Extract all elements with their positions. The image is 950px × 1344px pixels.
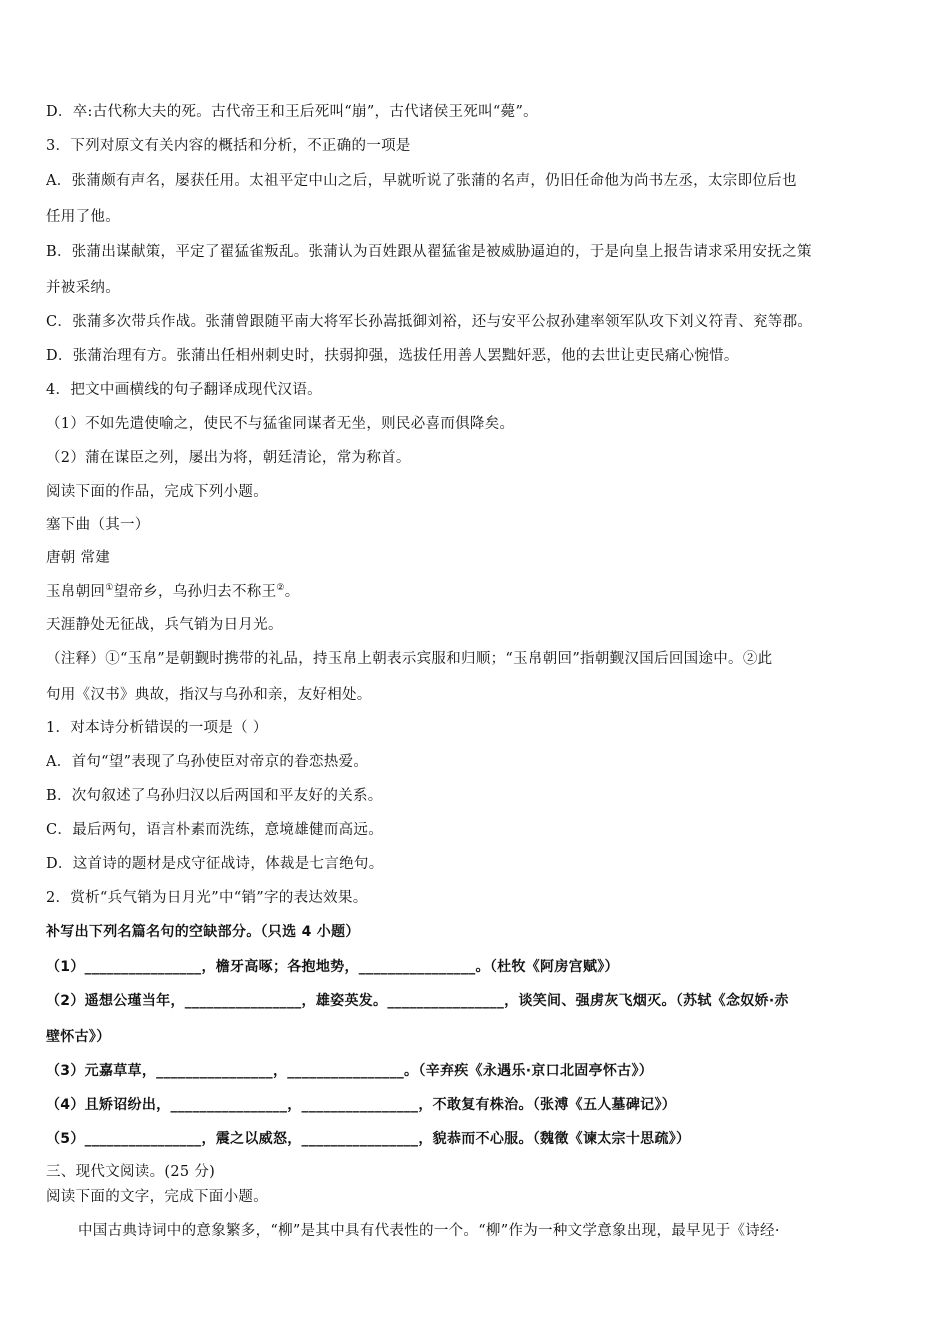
option-a-line-2: 任用了他。 — [46, 209, 120, 225]
poem-option-b: B．次句叙述了乌孙归汉以后两国和平友好的关系。 — [46, 788, 383, 804]
option-d-line: D．卒:古代称大夫的死。古代帝王和王后死叫“崩”，古代诸侯王死叫“薨”。 — [46, 104, 538, 120]
poem-line-1-part-3: 。 — [284, 584, 300, 600]
footnote-mark-1: ① — [105, 583, 114, 594]
poem-line-1-part-2: 望帝乡，乌孙归去不称王 — [113, 584, 277, 600]
fill-blank-3: （3）元嘉草草，________________，________________。（辛弃疾《永遇乐·京口北固亭怀古》） — [46, 1063, 654, 1079]
fill-blank-5: （5）________________，震之以威怒，________________，貌恭而不心服。（魏徵《谏太宗十思疏》） — [46, 1131, 691, 1147]
annotation-line-2: 句用《汉书》典故，指汉与乌孙和亲，友好相处。 — [46, 687, 372, 703]
poem-option-a: A．首句“望”表现了乌孙使臣对帝京的眷恋热爱。 — [46, 754, 369, 770]
poem-option-d: D．这首诗的题材是戍守征战诗，体裁是七言绝句。 — [46, 856, 384, 872]
poem-line-2: 天涯静处无征战，兵气销为日月光。 — [46, 617, 283, 633]
section-3-instruction: 阅读下面的文字，完成下面小题。 — [46, 1189, 268, 1205]
annotation-line-1: （注释）①“玉帛”是朝觐时携带的礼品，持玉帛上朝表示宾服和归顺；“玉帛朝回”指朝觐汉国后回国途中。②此 — [46, 651, 773, 667]
option-b-line-2: 并被采纳。 — [46, 280, 120, 296]
article-paragraph-1: 中国古典诗词中的意象繁多，“柳”是其中具有代表性的一个。“柳”作为一种文学意象出现，最早见于《诗经· — [78, 1223, 780, 1239]
translation-2: （2）蒲在谋臣之列，屡出为将，朝廷清论，常为称首。 — [46, 450, 411, 466]
poem-question-1: 1．对本诗分析错误的一项是（ ） — [46, 720, 268, 736]
poem-author: 唐朝 常建 — [46, 550, 111, 566]
question-4: 4．把文中画横线的句子翻译成现代汉语。 — [46, 382, 322, 398]
option-c-line: C．张蒲多次带兵作战。张蒲曾跟随平南大将军长孙嵩抵御刘裕，还与安平公叔孙建率领军队攻下刘义符青、兖等郡。 — [46, 314, 813, 330]
poem-option-c: C．最后两句，语言朴素而洗练，意境雄健而高远。 — [46, 822, 383, 838]
fill-blank-2-line-1: （2）遥想公瑾当年，________________，雄姿英发。________________，谈笑间、强虏灰飞烟灭。（苏轼《念奴娇·赤 — [46, 993, 789, 1009]
option-a-line-1: A．张蒲颇有声名，屡获任用。太祖平定中山之后，早就听说了张蒲的名声，仍旧任命他为尚书左丞，太宗即位后也 — [46, 173, 797, 189]
poem-line-1-part-1: 玉帛朝回 — [46, 584, 106, 600]
section-3-heading: 三、现代文阅读。(25 分) — [46, 1164, 216, 1180]
option-b-line-1: B．张蒲出谋献策，平定了翟猛雀叛乱。张蒲认为百姓跟从翟猛雀是被威胁逼迫的，于是向皇上报告请求采用安抚之策 — [46, 244, 812, 260]
fill-blank-4: （4）且矫诏纷出，________________，________________，不敢复有株治。（张溥《五人墓碑记》） — [46, 1097, 677, 1113]
question-3: 3．下列对原文有关内容的概括和分析，不正确的一项是 — [46, 138, 411, 154]
poem-question-2: 2．赏析“兵气销为日月光”中“销”字的表达效果。 — [46, 890, 368, 906]
poem-title: 塞下曲（其一） — [46, 517, 150, 533]
footnote-mark-2: ② — [276, 583, 285, 594]
reading-instruction: 阅读下面的作品，完成下列小题。 — [46, 484, 268, 500]
fill-blanks-heading: 补写出下列名篇名句的空缺部分。（只选 4 小题） — [46, 924, 360, 940]
fill-blank-1: （1）________________，檐牙高啄；各抱地势，________________。（杜牧《阿房宫赋》） — [46, 959, 619, 975]
fill-blank-2-line-2: 壁怀古》） — [46, 1029, 111, 1045]
poem-line-1 — [46, 582, 908, 602]
option-d-line-2: D．张蒲治理有方。张蒲出任相州刺史时，扶弱抑强，选拔任用善人罢黜奸恶，他的去世让吏民痛心惋惜。 — [46, 348, 739, 364]
translation-1: （1）不如先遣使喻之，使民不与猛雀同谋者无坐，则民必喜而俱降矣。 — [46, 416, 515, 432]
